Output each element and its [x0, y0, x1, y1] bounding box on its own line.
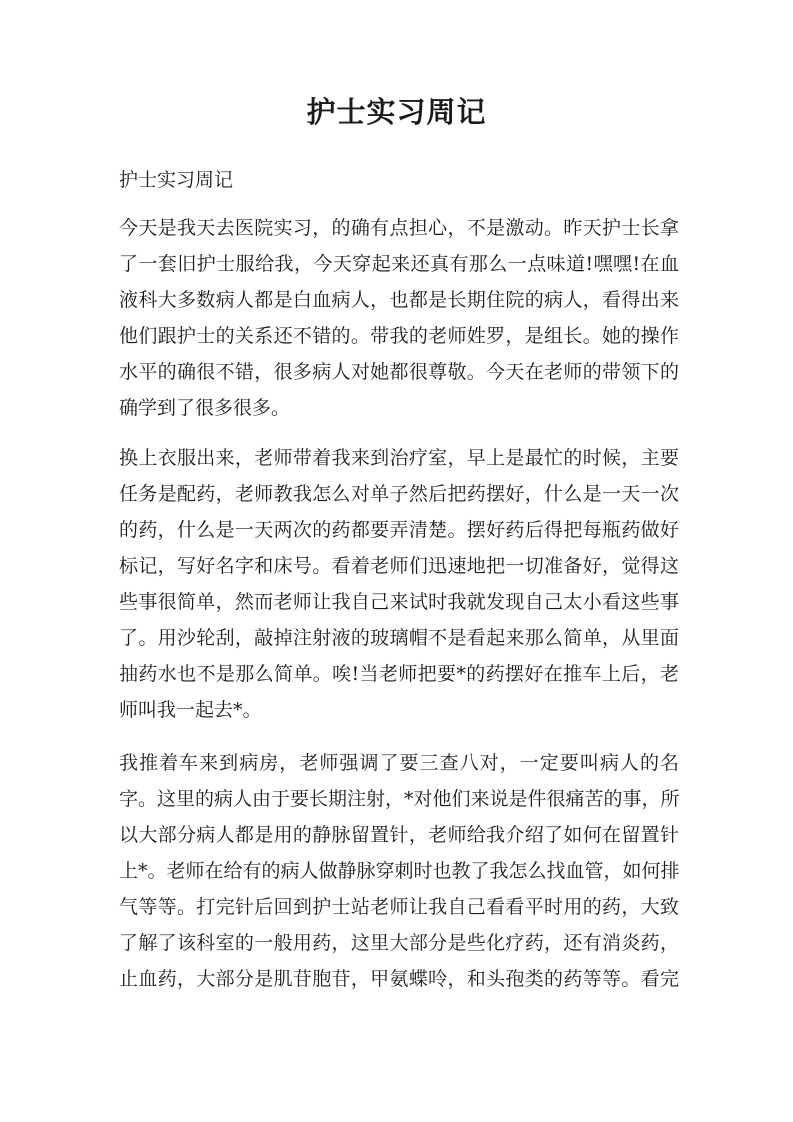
- paragraph-line: 任务是配药，老师教我怎么对单子然后把药摆好，什么是一天一次: [119, 483, 679, 505]
- paragraph-line: 他们跟护士的关系还不错的。带我的老师姓罗，是组长。她的操作: [119, 325, 679, 347]
- paragraph-line: 的药，什么是一天两次的药都要弄清楚。摆好药后得把每瓶药做好: [119, 519, 679, 541]
- paragraph-line: 止血药，大部分是肌苷胞苷，甲氨蝶呤，和头孢类的药等等。看完: [119, 968, 679, 990]
- paragraph-1: [119, 210, 679, 426]
- paragraph-line: 换上衣服出来，老师带着我来到治疗室，早上是最忙的时候，主要: [119, 447, 679, 469]
- paragraph-3: [119, 745, 679, 997]
- paragraph-line: 了。用沙轮刮，敲掉注射液的玻璃帽不是看起来那么简单，从里面: [119, 627, 679, 649]
- paragraph-line: 些事很简单，然而老师让我自己来试时我就发现自己太小看这些事: [119, 591, 679, 613]
- paragraph-line: 上*。老师在给有的病人做静脉穿刺时也教了我怎么找血管，如何排: [119, 860, 680, 882]
- document-title: 护士实习周记: [306, 95, 487, 129]
- paragraph-line: 液科大多数病人都是白血病人，也都是长期住院的病人，看得出来: [119, 289, 679, 311]
- paragraph-line: 确学到了很多很多。: [119, 397, 291, 419]
- paragraph-line: 字。这里的病人由于要长期注射，*对他们来说是件很痛苦的事，所: [119, 788, 680, 810]
- paragraph-line: 以大部分病人都是用的静脉留置针，老师给我介绍了如何在留置针: [119, 824, 679, 846]
- paragraph-line: 标记，写好名字和床号。看着老师们迅速地把一切准备好，觉得这: [119, 555, 679, 577]
- paragraph-line: 我推着车来到病房，老师强调了要三查八对，一定要叫病人的名: [119, 752, 679, 774]
- paragraph-line: 水平的确很不错，很多病人对她都很尊敬。今天在老师的带领下的: [119, 361, 679, 383]
- paragraph-line: 了解了该科室的一般用药，这里大部分是些化疗药，还有消炎药，: [119, 932, 679, 954]
- paragraph-line: 了一套旧护士服给我，今天穿起来还真有那么一点味道!嘿嘿!在血: [119, 253, 679, 275]
- paragraph-line: 今天是我天去医院实习，的确有点担心，不是激动。昨天护士长拿: [119, 217, 679, 239]
- paragraph-line: 气等等。打完针后回到护士站老师让我自己看看平时用的药，大致: [119, 896, 679, 918]
- paragraph-line: 抽药水也不是那么简单。唉!当老师把要*的药摆好在推车上后，老: [119, 663, 679, 685]
- document-subtitle: 护士实习周记: [119, 169, 234, 191]
- paragraph-line: 师叫我一起去*。: [119, 699, 262, 721]
- paragraph-2: [119, 440, 679, 728]
